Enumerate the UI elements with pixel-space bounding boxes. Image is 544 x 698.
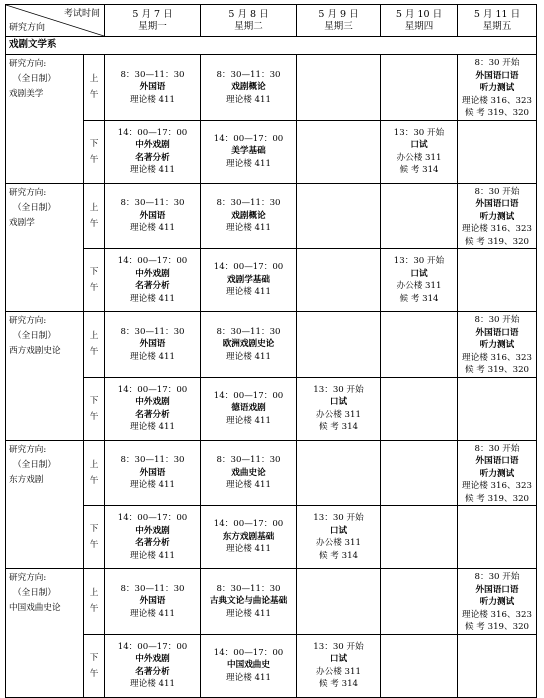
exam-location: 办公楼 311 — [316, 666, 361, 677]
exam-time: 14：00—17：00 — [117, 256, 188, 266]
exam-slot-cell — [105, 440, 201, 506]
exam-subject: 口试 — [410, 140, 428, 150]
exam-time: 8：30—11：30 — [216, 583, 281, 594]
exam-location: 理论楼 411 — [226, 415, 271, 426]
exam-location: 候 考 319、320 — [464, 622, 530, 632]
exam-slot-cell — [297, 55, 381, 121]
corner-exam-time-label: 考试时间 — [63, 9, 100, 19]
direction-prefix: 研究方向: — [9, 187, 47, 198]
exam-time: 8：30 开始 — [474, 315, 520, 325]
direction-pm-row — [6, 120, 537, 183]
exam-slot-cell — [458, 569, 537, 635]
am-label — [84, 569, 105, 635]
exam-location: 理论楼 411 — [130, 293, 175, 304]
exam-location: 理论楼 411 — [130, 480, 175, 490]
half-day-text: 下午 — [89, 267, 99, 293]
direction-name: 西方戏剧史论 — [9, 346, 61, 356]
exam-slot-cell — [297, 183, 381, 249]
pm-label — [84, 634, 105, 697]
direction-fulltime: （全日制） — [13, 202, 56, 213]
day-header — [381, 5, 458, 37]
direction-fulltime: （全日制） — [13, 459, 56, 470]
exam-subject: 外国语 — [139, 210, 166, 221]
exam-location: 理论楼 411 — [130, 608, 175, 619]
exam-subject: 名著分析 — [135, 152, 170, 163]
exam-time: 8：30—11：30 — [216, 455, 281, 465]
direction-name: 中国戏曲史论 — [9, 603, 61, 613]
exam-time: 8：30—11：30 — [120, 455, 185, 465]
exam-location: 理论楼 411 — [130, 94, 175, 105]
half-day-text: 上午 — [89, 331, 99, 358]
exam-subject: 外国语口语 — [475, 584, 519, 595]
exam-subject: 听力测试 — [479, 597, 515, 607]
exam-location: 理论楼 411 — [226, 351, 271, 362]
exam-location: 理论楼 411 — [226, 94, 271, 105]
exam-slot-cell — [201, 312, 297, 378]
exam-subject: 听力测试 — [479, 83, 515, 93]
exam-time: 8：30 开始 — [474, 572, 520, 582]
direction-fulltime: （全日制） — [13, 74, 56, 84]
day-header — [297, 5, 381, 37]
exam-location: 理论楼 411 — [130, 351, 175, 362]
half-day-text: 上午 — [89, 588, 99, 615]
exam-slot-cell — [105, 249, 201, 312]
exam-time: 14：00—17：00 — [117, 513, 188, 523]
exam-slot-cell — [458, 312, 537, 378]
exam-slot-cell — [381, 183, 458, 249]
exam-slot-cell — [381, 312, 458, 378]
exam-slot-cell — [297, 506, 381, 569]
exam-slot-cell — [297, 249, 381, 312]
exam-time: 14：00—17：00 — [213, 390, 284, 401]
direction-am-row — [6, 312, 537, 378]
exam-location: 理论楼 316、323 — [462, 609, 532, 620]
exam-location: 理论楼 316、323 — [462, 352, 532, 363]
half-day-text: 上午 — [89, 459, 99, 486]
day-header — [458, 5, 537, 37]
direction-name: 戏剧学 — [9, 217, 35, 228]
exam-subject: 听力测试 — [479, 468, 515, 479]
exam-slot-cell — [458, 440, 537, 506]
day-weekday: 星期一 — [138, 20, 167, 32]
exam-time: 14：00—17：00 — [213, 133, 284, 144]
exam-location: 理论楼 411 — [130, 422, 175, 432]
direction-fulltime: （全日制） — [13, 331, 56, 341]
exam-location: 理论楼 411 — [130, 223, 175, 233]
exam-subject: 中外戏剧 — [135, 654, 170, 664]
day-date: 5 月 7 日 — [132, 8, 173, 20]
exam-slot-cell — [201, 55, 297, 121]
exam-slot-cell — [297, 569, 381, 635]
exam-time: 14：00—17：00 — [213, 647, 284, 658]
exam-slot-cell — [105, 506, 201, 569]
exam-location: 候 考 314 — [318, 679, 359, 689]
exam-slot-cell — [201, 569, 297, 635]
exam-subject: 听力测试 — [479, 340, 515, 350]
exam-subject: 中外戏剧 — [135, 268, 170, 279]
exam-location: 办公楼 311 — [316, 538, 361, 548]
day-header — [201, 5, 297, 37]
exam-subject: 外国语 — [139, 82, 166, 92]
exam-slot-cell — [381, 440, 458, 506]
exam-location: 理论楼 411 — [226, 608, 271, 619]
day-date: 5 月 11 日 — [473, 8, 521, 20]
exam-location: 理论楼 411 — [226, 480, 271, 490]
direction-am-row — [6, 183, 537, 249]
exam-subject: 中外戏剧 — [135, 397, 170, 407]
exam-location: 理论楼 411 — [226, 672, 271, 683]
header-corner-cell — [6, 5, 105, 37]
half-day-text: 下午 — [89, 395, 99, 422]
exam-slot-cell — [201, 183, 297, 249]
exam-time: 13：30 开始 — [313, 384, 364, 395]
exam-location: 候 考 319、320 — [464, 493, 530, 504]
exam-subject: 古典文论与曲论基础 — [209, 596, 288, 606]
day-weekday: 星期二 — [234, 20, 263, 32]
exam-subject: 外国语口语 — [475, 199, 519, 209]
direction-label-cell — [6, 55, 84, 184]
exam-time: 14：00—17：00 — [213, 262, 284, 273]
day-weekday: 星期五 — [482, 20, 512, 32]
exam-subject: 名著分析 — [135, 409, 170, 420]
direction-pm-row — [6, 249, 537, 312]
exam-location: 理论楼 316、323 — [462, 224, 532, 234]
exam-location: 办公楼 311 — [316, 409, 361, 420]
exam-slot-cell — [458, 249, 537, 312]
exam-slot-cell — [381, 506, 458, 569]
exam-subject: 戏剧概论 — [231, 82, 266, 92]
exam-subject: 外国语口语 — [475, 327, 519, 338]
pm-label — [84, 506, 105, 569]
exam-location: 理论楼 411 — [130, 550, 175, 561]
exam-subject: 名著分析 — [135, 666, 170, 677]
exam-slot-cell — [201, 377, 297, 440]
direction-prefix: 研究方向: — [9, 573, 47, 583]
exam-time: 8：30—11：30 — [216, 326, 281, 337]
exam-subject: 戏曲史论 — [231, 467, 266, 478]
exam-location: 理论楼 411 — [226, 158, 271, 169]
half-day-text: 下午 — [89, 524, 99, 550]
exam-subject: 中外戏剧 — [135, 525, 170, 536]
exam-subject: 外国语 — [139, 467, 166, 478]
exam-subject: 东方戏剧基础 — [222, 531, 275, 542]
half-day-text: 上午 — [89, 74, 99, 101]
exam-time: 14：00—17：00 — [117, 127, 188, 138]
exam-slot-cell — [105, 183, 201, 249]
exam-location: 理论楼 411 — [226, 544, 271, 555]
exam-time: 13：30 开始 — [313, 641, 364, 652]
exam-time: 8：30—11：30 — [216, 198, 281, 208]
am-label — [84, 183, 105, 249]
exam-time: 14：00—17：00 — [117, 641, 188, 652]
exam-time: 8：30—11：30 — [216, 69, 281, 80]
exam-subject: 戏剧概论 — [231, 210, 266, 221]
exam-location: 候 考 319、320 — [464, 236, 530, 247]
direction-label-cell — [6, 440, 84, 569]
half-day-text: 下午 — [89, 652, 99, 679]
day-header — [105, 5, 201, 37]
day-date: 5 月 10 日 — [395, 8, 443, 20]
exam-time: 8：30—11：30 — [120, 326, 185, 337]
direction-prefix: 研究方向: — [9, 59, 47, 69]
exam-time: 8：30 开始 — [474, 186, 520, 197]
exam-slot-cell — [458, 183, 537, 249]
direction-pm-row — [6, 506, 537, 569]
exam-location: 候 考 314 — [399, 293, 439, 304]
exam-slot-cell — [201, 120, 297, 183]
exam-location: 理论楼 316、323 — [462, 481, 532, 491]
exam-time: 8：30—11：30 — [120, 198, 185, 208]
exam-slot-cell — [201, 506, 297, 569]
department-title: 戏剧文学系 — [6, 37, 537, 55]
direction-prefix: 研究方向: — [9, 316, 47, 326]
direction-prefix: 研究方向: — [9, 444, 47, 455]
am-label — [84, 440, 105, 506]
exam-slot-cell — [458, 120, 537, 183]
exam-slot-cell — [201, 249, 297, 312]
exam-slot-cell — [105, 312, 201, 378]
exam-subject: 欧洲戏剧史论 — [222, 339, 275, 349]
exam-location: 候 考 314 — [318, 550, 359, 561]
exam-subject: 德语戏剧 — [231, 403, 266, 414]
direction-label-cell — [6, 312, 84, 441]
exam-subject: 听力测试 — [479, 211, 515, 222]
exam-schedule-table — [5, 4, 537, 698]
exam-subject: 外国语口语 — [475, 456, 519, 466]
exam-slot-cell — [458, 506, 537, 569]
exam-subject: 外国语口语 — [475, 70, 519, 81]
day-date: 5 月 8 日 — [228, 8, 269, 20]
department-row — [6, 37, 537, 55]
direction-pm-row — [6, 377, 537, 440]
direction-label-cell — [6, 183, 84, 312]
exam-subject: 口试 — [329, 654, 348, 664]
exam-slot-cell — [297, 440, 381, 506]
exam-slot-cell — [458, 55, 537, 121]
exam-slot-cell — [297, 120, 381, 183]
exam-location: 理论楼 411 — [226, 287, 271, 298]
exam-location: 候 考 314 — [399, 165, 439, 175]
exam-location: 理论楼 411 — [130, 679, 175, 689]
day-weekday: 星期四 — [404, 20, 434, 32]
exam-time: 13：30 开始 — [313, 513, 364, 523]
exam-slot-cell — [297, 312, 381, 378]
direction-pm-row — [6, 634, 537, 697]
exam-location: 理论楼 411 — [130, 165, 175, 175]
exam-location: 候 考 319、320 — [464, 365, 530, 375]
day-weekday: 星期三 — [324, 20, 353, 32]
exam-location: 办公楼 311 — [396, 152, 442, 163]
exam-slot-cell — [381, 377, 458, 440]
direction-am-row — [6, 440, 537, 506]
exam-slot-cell — [297, 634, 381, 697]
exam-slot-cell — [381, 569, 458, 635]
exam-subject: 美学基础 — [231, 146, 266, 157]
exam-location: 理论楼 316、323 — [462, 95, 532, 106]
exam-slot-cell — [201, 440, 297, 506]
exam-slot-cell — [381, 55, 458, 121]
exam-time: 8：30 开始 — [474, 443, 520, 454]
exam-subject: 名著分析 — [135, 281, 170, 291]
exam-subject: 名著分析 — [135, 538, 170, 548]
am-label — [84, 312, 105, 378]
corner-direction-label: 研究方向 — [9, 22, 46, 33]
exam-slot-cell — [381, 634, 458, 697]
exam-slot-cell — [105, 55, 201, 121]
header-row — [6, 5, 537, 37]
exam-subject: 戏剧学基础 — [227, 274, 270, 285]
exam-subject: 中国戏曲史 — [227, 660, 270, 671]
exam-location: 候 考 314 — [318, 422, 359, 432]
exam-slot-cell — [201, 634, 297, 697]
exam-time: 13：30 开始 — [393, 127, 445, 138]
exam-slot-cell — [105, 120, 201, 183]
exam-slot-cell — [105, 569, 201, 635]
exam-subject: 口试 — [410, 268, 428, 279]
exam-time: 13：30 开始 — [393, 256, 445, 266]
direction-am-row — [6, 569, 537, 635]
exam-slot-cell — [297, 377, 381, 440]
exam-slot-cell — [381, 120, 458, 183]
half-day-text: 上午 — [89, 202, 99, 229]
pm-label — [84, 120, 105, 183]
exam-location: 理论楼 411 — [226, 223, 271, 233]
direction-fulltime: （全日制） — [13, 588, 56, 598]
exam-subject: 外国语 — [139, 339, 166, 349]
exam-time: 8：30—11：30 — [120, 583, 185, 594]
exam-subject: 中外戏剧 — [135, 140, 170, 150]
exam-slot-cell — [458, 377, 537, 440]
exam-time: 14：00—17：00 — [213, 519, 284, 530]
direction-am-row — [6, 55, 537, 121]
exam-subject: 口试 — [329, 525, 348, 536]
half-day-text: 下午 — [89, 138, 99, 165]
pm-label — [84, 249, 105, 312]
direction-name: 东方戏剧 — [9, 474, 44, 485]
exam-slot-cell — [381, 249, 458, 312]
exam-location: 候 考 319、320 — [464, 108, 530, 118]
exam-subject: 外国语 — [139, 596, 166, 606]
exam-slot-cell — [105, 634, 201, 697]
exam-time: 8：30—11：30 — [120, 69, 185, 80]
exam-time: 14：00—17：00 — [117, 384, 188, 395]
exam-subject: 口试 — [329, 397, 348, 407]
direction-label-cell — [6, 569, 84, 698]
direction-name: 戏剧美学 — [9, 89, 44, 99]
exam-time: 8：30 开始 — [474, 58, 520, 68]
exam-slot-cell — [105, 377, 201, 440]
exam-location: 办公楼 311 — [396, 281, 442, 291]
am-label — [84, 55, 105, 121]
day-date: 5 月 9 日 — [318, 8, 359, 20]
exam-slot-cell — [458, 634, 537, 697]
pm-label — [84, 377, 105, 440]
